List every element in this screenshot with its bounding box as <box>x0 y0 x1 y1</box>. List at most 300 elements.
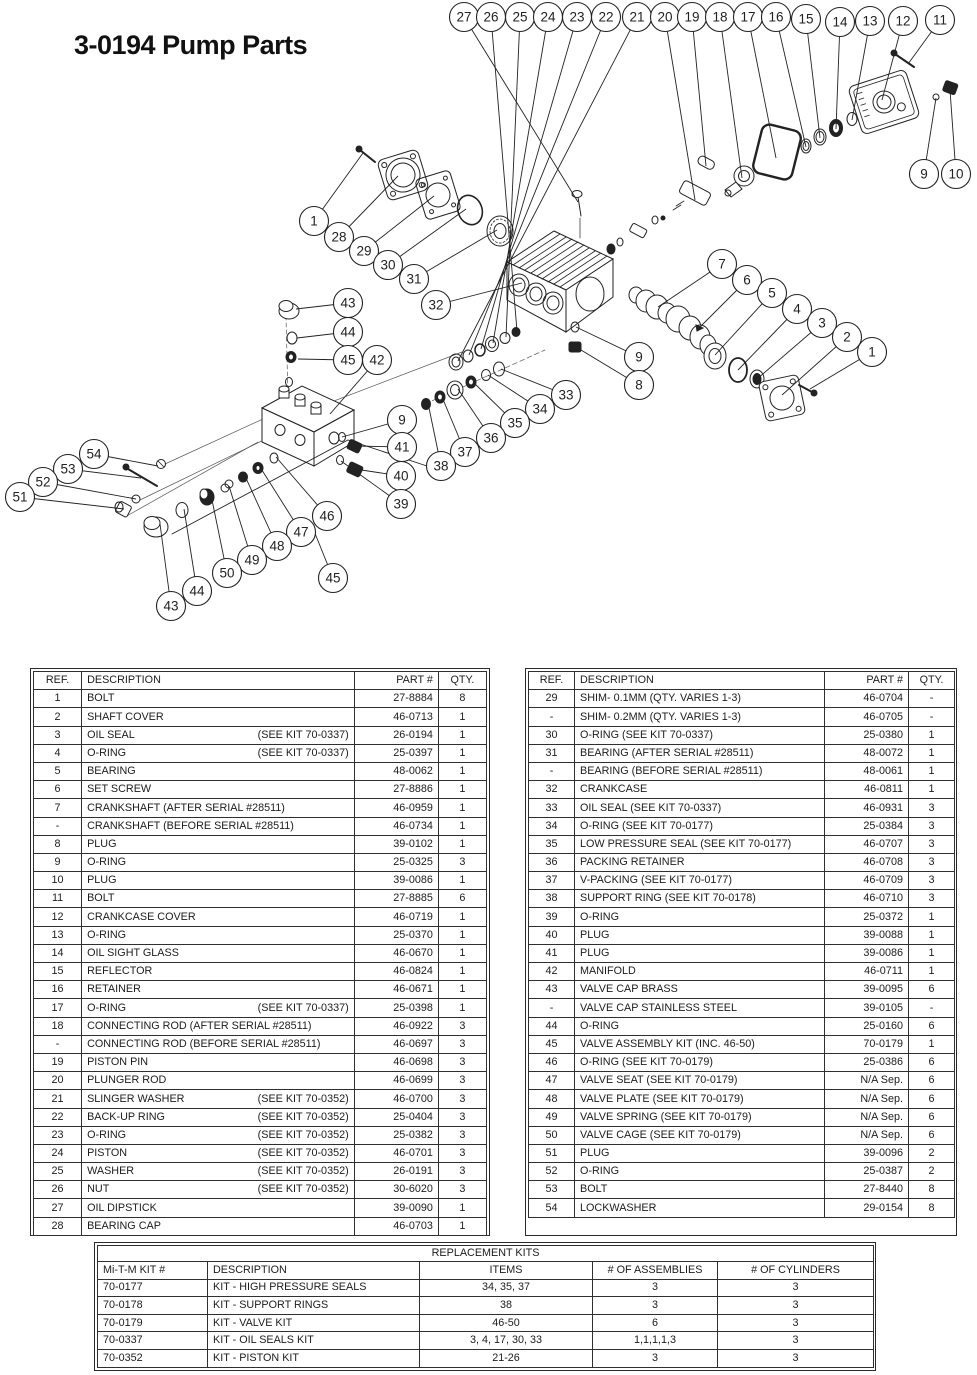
cell-cylinders: 3 <box>718 1297 874 1315</box>
svg-text:20: 20 <box>657 9 673 25</box>
callout-3 <box>808 309 837 338</box>
callout-25 <box>506 3 535 32</box>
cell-ref: 22 <box>34 1108 82 1126</box>
cell-ref: 33 <box>529 799 575 817</box>
cell-description: RETAINER <box>82 981 355 999</box>
table-row <box>34 890 487 908</box>
square-ring-17 <box>752 123 803 181</box>
svg-text:3: 3 <box>818 315 826 331</box>
cell-assemblies: 1,1,1,1,3 <box>593 1332 718 1350</box>
svg-text:28: 28 <box>331 229 347 245</box>
crankcase <box>507 231 613 332</box>
cell-description: PLUG <box>575 1144 825 1162</box>
cell-description: O-RING (SEE KIT 70-0337) <box>82 999 355 1017</box>
cell-part-number: 39-0096 <box>825 1144 909 1162</box>
cell-part-number: 70-0179 <box>825 1035 909 1053</box>
callout-11 <box>926 6 955 35</box>
svg-text:53: 53 <box>60 461 76 477</box>
table-row <box>529 1163 955 1181</box>
cell-part-number: 46-0710 <box>825 890 909 908</box>
cell-assemblies: 3 <box>593 1279 718 1297</box>
table-row <box>34 1072 487 1090</box>
cell-qty: 3 <box>438 1090 486 1108</box>
cell-qty: 1 <box>909 926 955 944</box>
cell-cylinders: 3 <box>718 1279 874 1297</box>
cell-assemblies: 3 <box>593 1297 718 1315</box>
column-header: QTY. <box>909 672 955 690</box>
cell-cylinders: 3 <box>718 1314 874 1332</box>
callout-27 <box>450 3 479 32</box>
callout-50 <box>213 559 242 588</box>
svg-text:25: 25 <box>512 9 528 25</box>
cell-kit-number: 70-0337 <box>98 1332 208 1350</box>
cell-qty: 3 <box>438 1126 486 1144</box>
cell-part-number: 46-0824 <box>354 963 438 981</box>
cell-ref: 7 <box>34 799 82 817</box>
cell-ref: 40 <box>529 926 575 944</box>
callout-9 <box>910 160 939 189</box>
table-row <box>34 762 487 780</box>
cell-description: PISTON (SEE KIT 70-0352) <box>82 1144 355 1162</box>
cell-ref: 14 <box>34 944 82 962</box>
callout-26 <box>477 3 506 32</box>
cell-items: 38 <box>420 1297 593 1315</box>
cell-description: SHIM- 0.2MM (QTY. VARIES 1-3) <box>575 708 825 726</box>
cell-description: SLINGER WASHER (SEE KIT 70-0352) <box>82 1090 355 1108</box>
table-row <box>529 1181 955 1199</box>
table-row <box>34 1090 487 1108</box>
cell-assemblies: 6 <box>593 1314 718 1332</box>
svg-text:40: 40 <box>393 468 409 484</box>
callout-9 <box>625 343 654 372</box>
cell-ref: 17 <box>34 999 82 1017</box>
leader-line <box>748 17 776 158</box>
callout-4 <box>783 295 812 324</box>
svg-text:30: 30 <box>380 257 396 273</box>
column-header: # OF CYLINDERS <box>718 1262 874 1280</box>
cell-qty: 3 <box>909 890 955 908</box>
cell-qty: - <box>909 690 955 708</box>
cell-qty: 3 <box>438 1163 486 1181</box>
svg-text:11: 11 <box>932 12 948 28</box>
cell-part-number: 25-0384 <box>825 817 909 835</box>
table-row <box>98 1332 874 1350</box>
svg-text:43: 43 <box>340 295 356 311</box>
cell-part-number: 39-0095 <box>825 981 909 999</box>
cell-part-number: 46-0931 <box>825 799 909 817</box>
cell-description: OIL SEAL (SEE KIT 70-0337) <box>82 726 355 744</box>
table-row <box>34 908 487 926</box>
cell-qty: 1 <box>438 1217 486 1235</box>
cell-part-number: 25-0382 <box>354 1126 438 1144</box>
table-row <box>529 908 955 926</box>
table-row <box>98 1279 874 1297</box>
callout-28 <box>325 223 354 252</box>
svg-text:1: 1 <box>310 213 318 229</box>
cell-description: O-RING <box>575 908 825 926</box>
cell-ref: 54 <box>529 1199 575 1217</box>
header-row <box>98 1262 874 1280</box>
parts-table-left <box>30 668 490 1236</box>
cell-ref: 47 <box>529 1072 575 1090</box>
svg-text:15: 15 <box>798 11 814 27</box>
shaft-cover <box>758 374 817 421</box>
table-row <box>34 944 487 962</box>
cell-items: 46-50 <box>420 1314 593 1332</box>
cell-part-number: 25-0325 <box>354 853 438 871</box>
cell-ref: 51 <box>529 1144 575 1162</box>
cell-qty: 1 <box>438 708 486 726</box>
svg-text:7: 7 <box>718 256 726 272</box>
table-row <box>529 944 955 962</box>
cell-items: 34, 35, 37 <box>420 1279 593 1297</box>
callout-19 <box>678 3 707 32</box>
cell-description: NUT (SEE KIT 70-0352) <box>82 1181 355 1199</box>
cell-items: 3, 4, 17, 30, 33 <box>420 1332 593 1350</box>
callout-8 <box>625 371 654 400</box>
column-header: ITEMS <box>420 1262 593 1280</box>
callout-39 <box>387 490 416 519</box>
cell-description: MANIFOLD <box>575 963 825 981</box>
svg-text:52: 52 <box>35 474 51 490</box>
svg-text:42: 42 <box>369 352 385 368</box>
valve-cap-column <box>279 301 299 387</box>
svg-text:41: 41 <box>394 439 410 455</box>
callout-18 <box>706 3 735 32</box>
cell-ref: 9 <box>34 853 82 871</box>
cell-description: OIL DIPSTICK <box>82 1199 355 1217</box>
cell-description: O-RING <box>575 1017 825 1035</box>
callout-24 <box>534 3 563 32</box>
table-row <box>529 1072 955 1090</box>
svg-text:16: 16 <box>768 9 784 25</box>
table-row <box>529 853 955 871</box>
piston-parts <box>449 328 520 371</box>
cell-part-number: 27-8440 <box>825 1181 909 1199</box>
svg-text:2: 2 <box>843 329 851 345</box>
diagram-artwork <box>115 50 958 537</box>
cell-part-number: 25-0380 <box>825 726 909 744</box>
cell-part-number: 46-0671 <box>354 981 438 999</box>
table-row <box>529 1053 955 1071</box>
cell-ref: 13 <box>34 926 82 944</box>
cell-ref: 27 <box>34 1199 82 1217</box>
callout-44 <box>183 577 212 606</box>
cell-part-number: 46-0703 <box>354 1217 438 1235</box>
cell-description: BEARING (AFTER SERIAL #28511) <box>575 744 825 762</box>
sight-glass-stack <box>801 113 857 154</box>
bolt-top-left <box>356 146 375 162</box>
table-row <box>34 1035 487 1053</box>
callout-12 <box>889 7 918 36</box>
table-row <box>98 1297 874 1315</box>
cell-ref: 42 <box>529 963 575 981</box>
cell-qty: 3 <box>438 853 486 871</box>
cell-kit-number: 70-0352 <box>98 1349 208 1367</box>
cell-part-number: 25-0397 <box>354 744 438 762</box>
cell-description: KIT - VALVE KIT <box>208 1314 420 1332</box>
cell-ref: 12 <box>34 908 82 926</box>
svg-text:46: 46 <box>319 508 335 524</box>
callout-51 <box>6 483 35 512</box>
cell-part-number: 46-0959 <box>354 799 438 817</box>
cell-description: PLUG <box>82 835 355 853</box>
svg-text:36: 36 <box>483 430 499 446</box>
column-header: Mi-T-M KIT # <box>98 1262 208 1280</box>
table-row <box>529 1035 955 1053</box>
cell-description: SET SCREW <box>82 781 355 799</box>
cell-part-number: 25-0160 <box>825 1017 909 1035</box>
svg-text:17: 17 <box>740 9 756 25</box>
table-row <box>529 1199 955 1217</box>
cell-part-number: 25-0398 <box>354 999 438 1017</box>
table-row <box>529 781 955 799</box>
column-header: PART # <box>825 672 909 690</box>
cell-part-number: 25-0404 <box>354 1108 438 1126</box>
callout-46 <box>313 502 342 531</box>
table-row <box>529 708 955 726</box>
cell-description: BEARING (BEFORE SERIAL #28511) <box>575 762 825 780</box>
table-row <box>529 1126 955 1144</box>
cell-description: VALVE SPRING (SEE KIT 70-0179) <box>575 1108 825 1126</box>
cell-description: O-RING (SEE KIT 70-0337) <box>575 726 825 744</box>
table-row <box>529 1144 955 1162</box>
cell-description: VALVE PLATE (SEE KIT 70-0179) <box>575 1090 825 1108</box>
callout-7 <box>708 250 737 279</box>
cell-part-number: 39-0088 <box>825 926 909 944</box>
cell-ref: 44 <box>529 1017 575 1035</box>
cell-ref: 28 <box>34 1217 82 1235</box>
cell-ref: 36 <box>529 853 575 871</box>
cell-part-number: 46-0713 <box>354 708 438 726</box>
cell-description: O-RING (SEE KIT 70-0337) <box>82 744 355 762</box>
table-row <box>34 981 487 999</box>
cell-ref: 23 <box>34 1126 82 1144</box>
cell-ref: 24 <box>34 1144 82 1162</box>
cell-qty: 1 <box>438 744 486 762</box>
table-row <box>34 726 487 744</box>
svg-text:34: 34 <box>532 401 548 417</box>
cell-part-number: 46-0670 <box>354 944 438 962</box>
cell-part-number: 25-0386 <box>825 1053 909 1071</box>
callout-53 <box>54 455 83 484</box>
cell-qty: 1 <box>438 908 486 926</box>
crankcase-cover <box>848 69 921 135</box>
cell-part-number: 46-0698 <box>354 1053 438 1071</box>
cell-qty: 8 <box>909 1181 955 1199</box>
cell-description: KIT - HIGH PRESSURE SEALS <box>208 1279 420 1297</box>
cell-ref: 41 <box>529 944 575 962</box>
packing-stack <box>422 362 505 410</box>
svg-text:31: 31 <box>406 271 422 287</box>
cell-qty: 3 <box>909 872 955 890</box>
cell-qty: 1 <box>909 781 955 799</box>
table-row <box>34 872 487 890</box>
cell-description: OIL SIGHT GLASS <box>82 944 355 962</box>
cell-qty: 2 <box>909 1144 955 1162</box>
cell-qty: 1 <box>438 999 486 1017</box>
svg-text:5: 5 <box>768 285 776 301</box>
cell-part-number: 48-0072 <box>825 744 909 762</box>
table-row <box>34 1017 487 1035</box>
cell-description: BOLT <box>82 890 355 908</box>
svg-text:27: 27 <box>456 9 472 25</box>
cell-kit-number: 70-0179 <box>98 1314 208 1332</box>
callout-38 <box>427 452 456 481</box>
cell-qty: 3 <box>438 1072 486 1090</box>
svg-text:44: 44 <box>340 324 356 340</box>
svg-text:32: 32 <box>428 297 444 313</box>
callout-10 <box>942 160 971 189</box>
column-header: QTY. <box>438 672 486 690</box>
cell-description: CRANKCASE COVER <box>82 908 355 926</box>
cell-part-number: 30-6020 <box>354 1181 438 1199</box>
cell-description: SHAFT COVER <box>82 708 355 726</box>
callout-5 <box>758 279 787 308</box>
svg-text:4: 4 <box>793 301 801 317</box>
cell-qty: 1 <box>909 908 955 926</box>
cell-part-number: 46-0922 <box>354 1017 438 1035</box>
cell-part-number: N/A Sep. <box>825 1108 909 1126</box>
cell-part-number: 39-0105 <box>825 999 909 1017</box>
table-row <box>34 744 487 762</box>
cell-description: CRANKSHAFT (BEFORE SERIAL #28511) <box>82 817 355 835</box>
leader-line <box>464 17 578 202</box>
callout-41 <box>388 433 417 462</box>
cell-description: O-RING <box>575 1163 825 1181</box>
cell-part-number: 25-0370 <box>354 926 438 944</box>
replacement-kits-table <box>94 1242 876 1371</box>
cell-ref: 30 <box>529 726 575 744</box>
table-row <box>34 1144 487 1162</box>
column-header: DESCRIPTION <box>208 1262 420 1280</box>
cell-description: SHIM- 0.1MM (QTY. VARIES 1-3) <box>575 690 825 708</box>
cell-description: OIL SEAL (SEE KIT 70-0337) <box>575 799 825 817</box>
connecting-rod-parts <box>607 155 754 254</box>
table-row <box>529 799 955 817</box>
cell-description: BEARING <box>82 762 355 780</box>
cell-qty: 1 <box>909 944 955 962</box>
cell-part-number: 39-0102 <box>354 835 438 853</box>
cell-part-number: N/A Sep. <box>825 1126 909 1144</box>
header-row <box>529 672 955 690</box>
cell-ref: 52 <box>529 1163 575 1181</box>
cell-qty: 2 <box>909 1163 955 1181</box>
cell-part-number: 25-0387 <box>825 1163 909 1181</box>
cell-ref: 8 <box>34 835 82 853</box>
cell-part-number: 29-0154 <box>825 1199 909 1217</box>
cell-qty: 3 <box>438 1053 486 1071</box>
svg-text:44: 44 <box>189 583 205 599</box>
svg-text:49: 49 <box>244 552 260 568</box>
cell-part-number: 46-0697 <box>354 1035 438 1053</box>
cell-ref: 32 <box>529 781 575 799</box>
cell-ref: 46 <box>529 1053 575 1071</box>
leader-line <box>20 497 124 509</box>
cell-ref: 37 <box>529 872 575 890</box>
kits-title-row <box>98 1246 874 1262</box>
cell-qty: 3 <box>438 1181 486 1199</box>
cell-kit-number: 70-0177 <box>98 1279 208 1297</box>
cell-qty: 3 <box>909 817 955 835</box>
cell-description: PLUNGER ROD <box>82 1072 355 1090</box>
cell-ref: 3 <box>34 726 82 744</box>
cell-qty: 1 <box>438 1199 486 1217</box>
svg-text:1: 1 <box>868 344 876 360</box>
table-row <box>529 981 955 999</box>
callout-36 <box>477 424 506 453</box>
cell-qty: 1 <box>438 726 486 744</box>
table-row <box>34 1199 487 1217</box>
cell-qty: 3 <box>438 1144 486 1162</box>
leader-line <box>836 22 840 129</box>
cell-description: BACK-UP RING (SEE KIT 70-0352) <box>82 1108 355 1126</box>
table-row <box>529 690 955 708</box>
cell-part-number: 26-0191 <box>354 1163 438 1181</box>
table-row <box>34 708 487 726</box>
cell-description: CRANKSHAFT (AFTER SERIAL #28511) <box>82 799 355 817</box>
callout-32 <box>422 291 451 320</box>
cell-ref: 19 <box>34 1053 82 1071</box>
cell-qty: 3 <box>438 1108 486 1126</box>
svg-text:19: 19 <box>684 9 700 25</box>
table-row <box>98 1314 874 1332</box>
svg-text:13: 13 <box>862 13 878 29</box>
callout-16 <box>762 3 791 32</box>
cell-ref: 43 <box>529 981 575 999</box>
table-row <box>34 999 487 1017</box>
table-row <box>34 1217 487 1235</box>
cell-ref: - <box>529 999 575 1017</box>
table-row <box>98 1349 874 1367</box>
table-row <box>34 926 487 944</box>
cell-ref: 38 <box>529 890 575 908</box>
cell-part-number: 46-0711 <box>825 963 909 981</box>
cell-qty: 6 <box>909 981 955 999</box>
cell-ref: - <box>34 817 82 835</box>
table-row <box>34 690 487 708</box>
cell-part-number: 46-0707 <box>825 835 909 853</box>
cell-ref: 39 <box>529 908 575 926</box>
table-row <box>529 835 955 853</box>
svg-text:23: 23 <box>569 9 585 25</box>
table-row <box>529 926 955 944</box>
callout-49 <box>238 546 267 575</box>
cell-description: KIT - SUPPORT RINGS <box>208 1297 420 1315</box>
oil-dipstick <box>572 191 582 239</box>
column-header: PART # <box>354 672 438 690</box>
cell-part-number: 27-8884 <box>354 690 438 708</box>
cell-description: LOCKWASHER <box>575 1199 825 1217</box>
bearing-cap <box>377 149 429 201</box>
svg-text:45: 45 <box>340 352 356 368</box>
cell-qty: 1 <box>909 963 955 981</box>
cell-qty: 6 <box>909 1072 955 1090</box>
cell-part-number: 27-8886 <box>354 781 438 799</box>
cell-qty: 1 <box>438 781 486 799</box>
callout-22 <box>592 3 621 32</box>
cell-description: BOLT <box>575 1181 825 1199</box>
table-row <box>34 799 487 817</box>
svg-text:29: 29 <box>356 243 372 259</box>
svg-text:9: 9 <box>635 349 643 365</box>
cell-part-number: 46-0734 <box>354 817 438 835</box>
parts-table-right <box>525 668 957 1236</box>
svg-text:48: 48 <box>269 538 285 554</box>
column-header: REF. <box>34 672 82 690</box>
cell-part-number: 46-0705 <box>825 708 909 726</box>
callout-13 <box>856 7 885 36</box>
